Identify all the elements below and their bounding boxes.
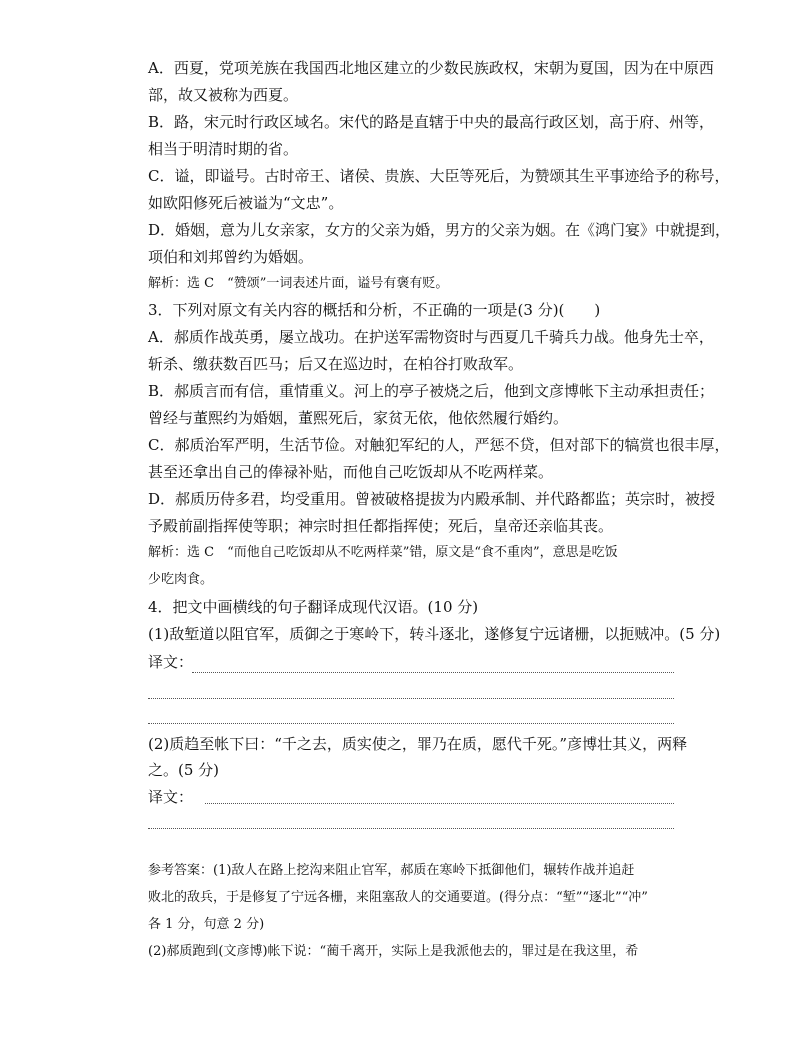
q3-option-c-line1: C．郝质治军严明，生活节俭。对触犯军纪的人，严惩不贷，但对部下的犒赏也很丰厚， (148, 436, 730, 454)
q3-analysis-line1: 解析：选 C “而他自己吃饭却从不吃两样菜”错，原文是“食不重肉”，意思是吃饭 (148, 545, 618, 560)
reference-answer-line1: 参考答案：(1)敌人在路上挖沟来阻止官军，郝质在寒岭下抵御他们，辗转作战并追赶 (148, 863, 635, 878)
option-b-line2: 相当于明清时期的省。 (148, 140, 299, 158)
reference-answer-line4: (2)郝质跑到(文彦博)帐下说：“蔺千离开，实际上是我派他去的，罪过是在我这里，希 (148, 944, 639, 959)
option-c-line1: C．谥，即谥号。古时帝王、诸侯、贵族、大臣等死后，为赞颂其生平事迹给予的称号， (148, 167, 730, 185)
q4-s1-answer-line1[interactable] (192, 672, 674, 673)
option-a-line1: A．西夏，党项羌族在我国西北地区建立的少数民族政权，宋朝为夏国，因为在中原西 (148, 59, 714, 77)
reference-answer-line2: 败北的敌兵，于是修复了宁远各栅，来阻塞敌人的交通要道。(得分点：“堑”“逐北”“冲” (148, 890, 648, 905)
q4-sentence2-line1: (2)质趋至帐下曰：“千之去，质实使之，罪乃在质，愿代千死。”彦博壮其义，两释 (148, 735, 688, 753)
q4-s1-answer-line2[interactable] (148, 698, 674, 699)
option-d-line1: D．婚姻，意为儿女亲家，女方的父亲为婚，男方的父亲为姻。在《鸿门宴》中就提到， (148, 221, 731, 239)
q3-option-b-line1: B．郝质言而有信，重情重义。河上的亭子被烧之后，他到文彦博帐下主动承担责任； (148, 382, 715, 400)
q4-sentence1: (1)敌堑道以阻官军，质御之于寒岭下，转斗逐北，遂修复宁远诸栅，以扼贼冲。(5 分) (148, 625, 721, 643)
q4-s2-answer-line2[interactable] (148, 828, 674, 829)
q4-s2-answer-line1[interactable] (205, 803, 674, 804)
q3-option-d-line1: D．郝质历侍多君，均受重用。曾被破格提拔为内殿承制、并代路都监；英宗时，被授 (148, 490, 716, 508)
q4-s1-answer-line3[interactable] (148, 723, 674, 724)
reference-answer-line3: 各 1 分，句意 2 分) (148, 917, 265, 932)
q4-s1-translation-label: 译文： (148, 653, 194, 671)
q4-s2-translation-label: 译文： (148, 788, 194, 806)
option-b-line1: B．路，宋元时行政区域名。宋代的路是直辖于中央的最高行政区划，高于府、州等， (148, 113, 715, 131)
option-a-line2: 部，故又被称为西夏。 (148, 86, 299, 104)
q4-stem: 4．把文中画横线的句子翻译成现代汉语。(10 分) (148, 598, 479, 616)
q3-option-c-line2: 甚至还拿出自己的俸禄补贴，而他自己吃饭却从不吃两样菜。 (148, 463, 554, 481)
q3-option-b-line2: 曾经与董熙约为婚姻，董熙死后，家贫无依，他依然履行婚约。 (148, 409, 569, 427)
q3-analysis-line2: 少吃肉食。 (148, 572, 214, 587)
option-c-line2: 如欧阳修死后被谥为“文忠”。 (148, 194, 344, 212)
q2-analysis: 解析：选 C “赞颂”一词表述片面，谥号有褒有贬。 (148, 276, 449, 291)
q3-option-d-line2: 予殿前副指挥使等职；神宗时担任都指挥使；死后，皇帝还亲临其丧。 (148, 517, 614, 535)
q3-stem: 3．下列对原文有关内容的概括和分析，不正确的一项是(3 分)( ) (148, 301, 601, 319)
option-d-line2: 项伯和刘邦曾约为婚姻。 (148, 248, 314, 266)
q3-option-a-line2: 斩杀、缴获数百匹马；后又在巡边时，在柏谷打败敌军。 (148, 355, 524, 373)
q3-option-a-line1: A．郝质作战英勇，屡立战功。在护送军需物资时与西夏几千骑兵力战。他身先士卒， (148, 328, 714, 346)
q4-sentence2-line2: 之。(5 分) (148, 761, 220, 779)
